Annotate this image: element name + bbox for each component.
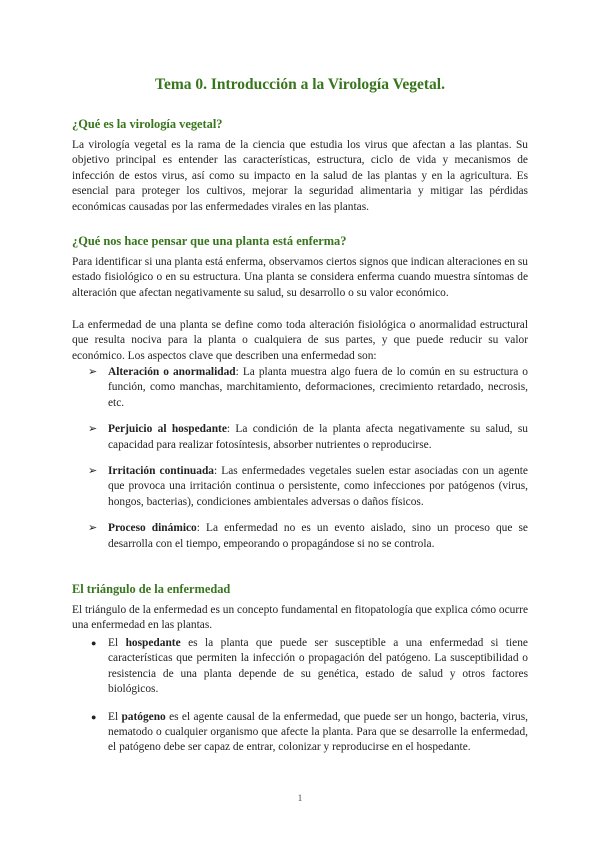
paragraph-definicion: La enfermedad de una planta se define como toda alteración fisiológica o anormalidad estructural que resulta nociva para la planta o cualquiera de sus partes, y que puede reducir su valor económico. Los aspectos clave que describen una enfermedad son: <box>72 319 528 362</box>
document-title: Tema 0. Introducción a la Virología Vegetal. <box>155 76 445 93</box>
arrow-bullet-icon: ➢ <box>88 366 98 378</box>
paragraph-virologia: La virología vegetal es la rama de la ciencia que estudia los virus que afectan a las plantas. Su objetivo principal es entender las características, estructura, ciclo de vida y mecanismos de infección de estos virus, así como su impacto en la salud de las plantas y en la agricultura. Es esencial para proteger los cultivos, mejorar la seguridad alimentaria y mitigar las pérdidas económicas causadas por las enfermedades virales en las plantas. <box>72 139 528 213</box>
disease-aspects-list <box>72 365 528 563</box>
bullet-dot-icon: ● <box>91 638 97 648</box>
section-heading-planta-enferma: ¿Qué nos hace pensar que una planta está enferma? <box>72 234 347 248</box>
section-heading-virologia: ¿Qué es la virología vegetal? <box>72 117 223 131</box>
paragraph-triangulo: El triángulo de la enfermedad es un concepto fundamental en fitopatología que explica cómo ocurre una enfermedad en las plantas. <box>72 604 528 632</box>
paragraph-identificar: Para identificar si una planta está enferma, observamos ciertos signos que indican alteraciones en su estado fisiológico o en su estructura. Una planta se considera enferma cuando muestra síntomas de alteración que afectan negativamente su salud, su desarrollo o su valor económico. <box>72 256 528 299</box>
page-number: 1 <box>297 793 303 803</box>
arrow-bullet-icon: ➢ <box>88 465 98 478</box>
triangle-elements-list <box>72 636 528 768</box>
arrow-bullet-icon: ➢ <box>88 522 98 535</box>
list-item: ● El patógeno es el agente causal de la enfermedad, que puede ser un hongo, bacteria, virus, nematodo o cualquier organismo que afecte la planta. Para que se desarrolle la enfermedad, el patógeno debe ser capaz de entrar, colonizar y reproducirse en el hospedante. <box>91 710 528 754</box>
list-item: ➢ Irritación continuada: Las enfermedades vegetales suelen estar asociadas con un agente que provoca una irritación continua o persistente, como infecciones por patógenos (virus, hongos, bacterias), condiciones ambientales adversas o daños físicos. <box>88 465 528 508</box>
list-item: ➢ Alteración o anormalidad: La planta muestra algo fuera de lo común en su estructura o función, como manchas, marchitamiento, deformaciones, crecimiento retardado, necrosis, etc. <box>88 366 528 409</box>
section-heading-triangulo: El triángulo de la enfermedad <box>72 582 231 596</box>
bullet-dot-icon: ● <box>91 711 97 722</box>
list-item: ➢ Perjuicio al hospedante: La condición de la planta afecta negativamente su salud, su capacidad para realizar fotosíntesis, absorber nutrientes o reproducirse. <box>88 423 528 451</box>
list-item: ● El hospedante es la planta que puede ser susceptible a una enfermedad si tiene características que permiten la infección o propagación del patógeno. La susceptibilidad o resistencia de una planta depende de su genética, estado de salud y otros factores biológicos. <box>91 637 528 696</box>
arrow-bullet-icon: ➢ <box>88 423 98 436</box>
list-item: ➢ Proceso dinámico: La enfermedad no es un evento aislado, sino un proceso que se desarrolla con el tiempo, empeorando o propagándose si no se controla. <box>88 522 528 550</box>
